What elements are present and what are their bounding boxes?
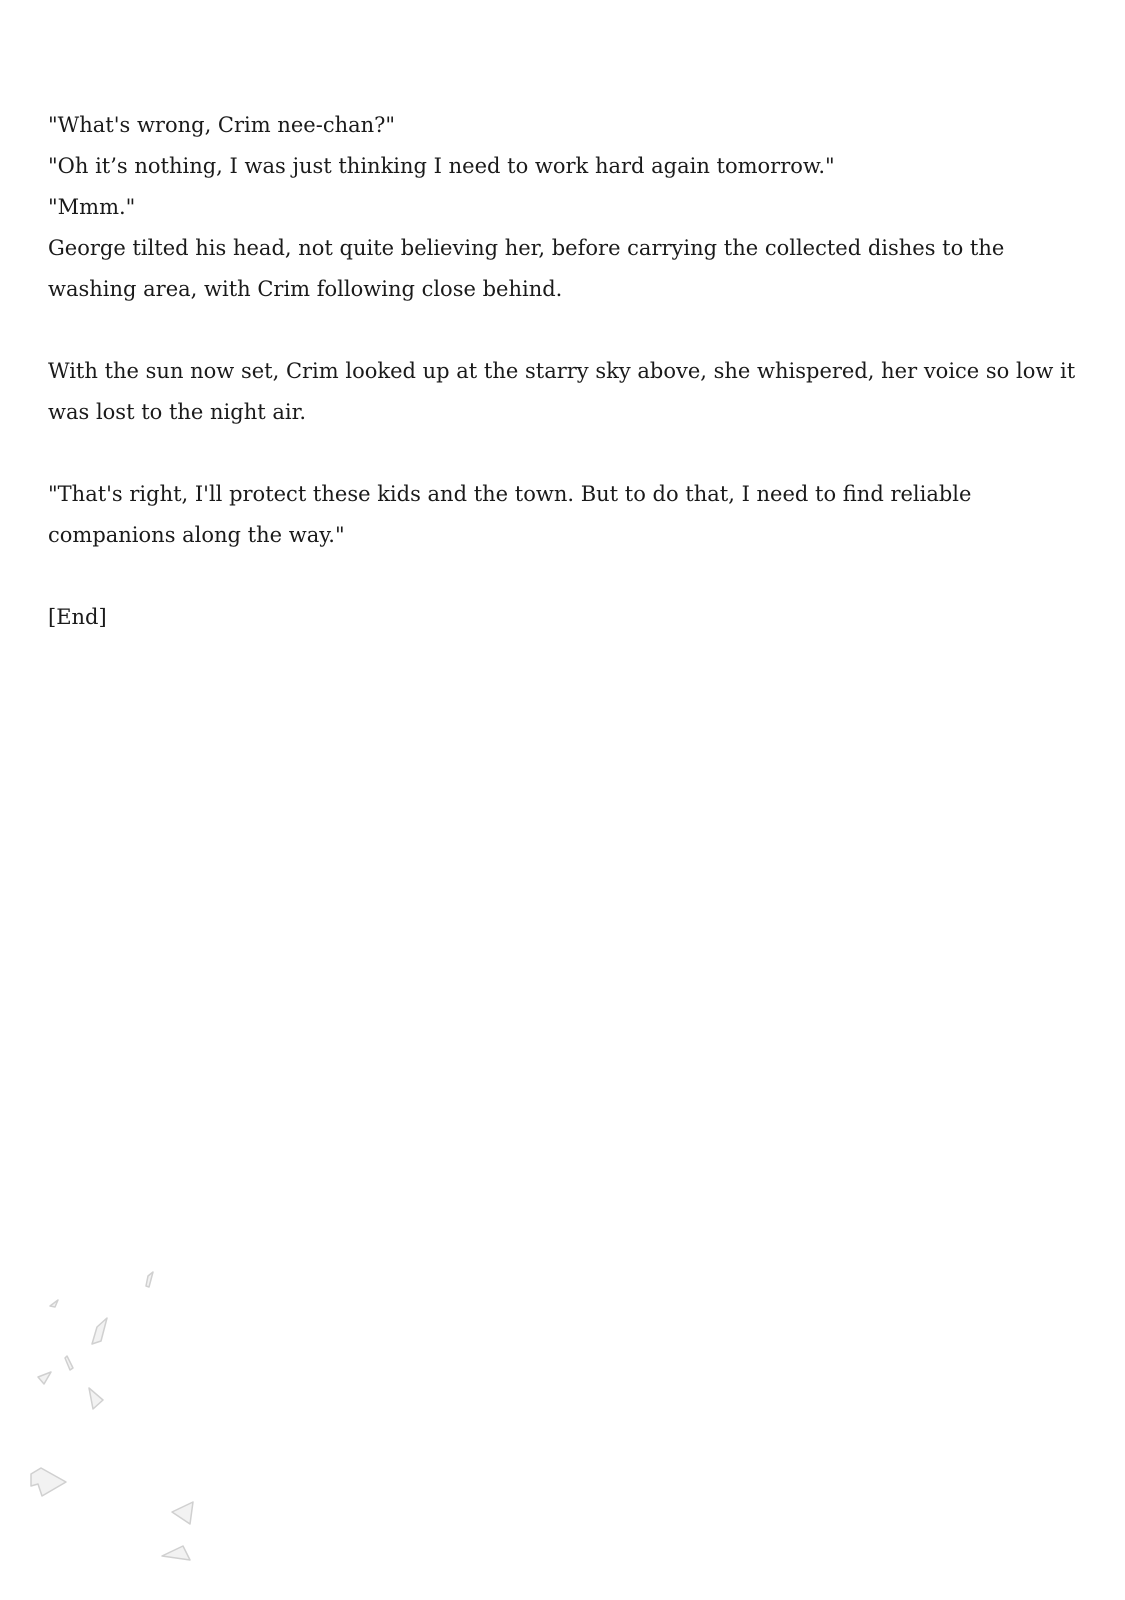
scattered-glass-shards-icon [0,1260,260,1600]
narration-paragraph: With the sun now set, Crim looked up at the starry sky above, she whispered, her voice so low it was lost to the night air. [48,359,1076,424]
dialogue-line: "Mmm." [48,195,136,219]
dialogue-line: "That's right, I'll protect these kids and the town. But to do that, I need to find reliable companions along the way." [48,482,972,547]
dialogue-line: "What's wrong, Crim nee-chan?" [48,113,396,137]
narration-paragraph: George tilted his head, not quite believing her, before carrying the collected dishes to the washing area, with Crim following close behind. [48,236,1005,301]
dialogue-line: "Oh it’s nothing, I was just thinking I need to work hard again tomorrow." [48,154,835,178]
end-marker: [End] [48,605,107,629]
story-text [48,105,1088,638]
